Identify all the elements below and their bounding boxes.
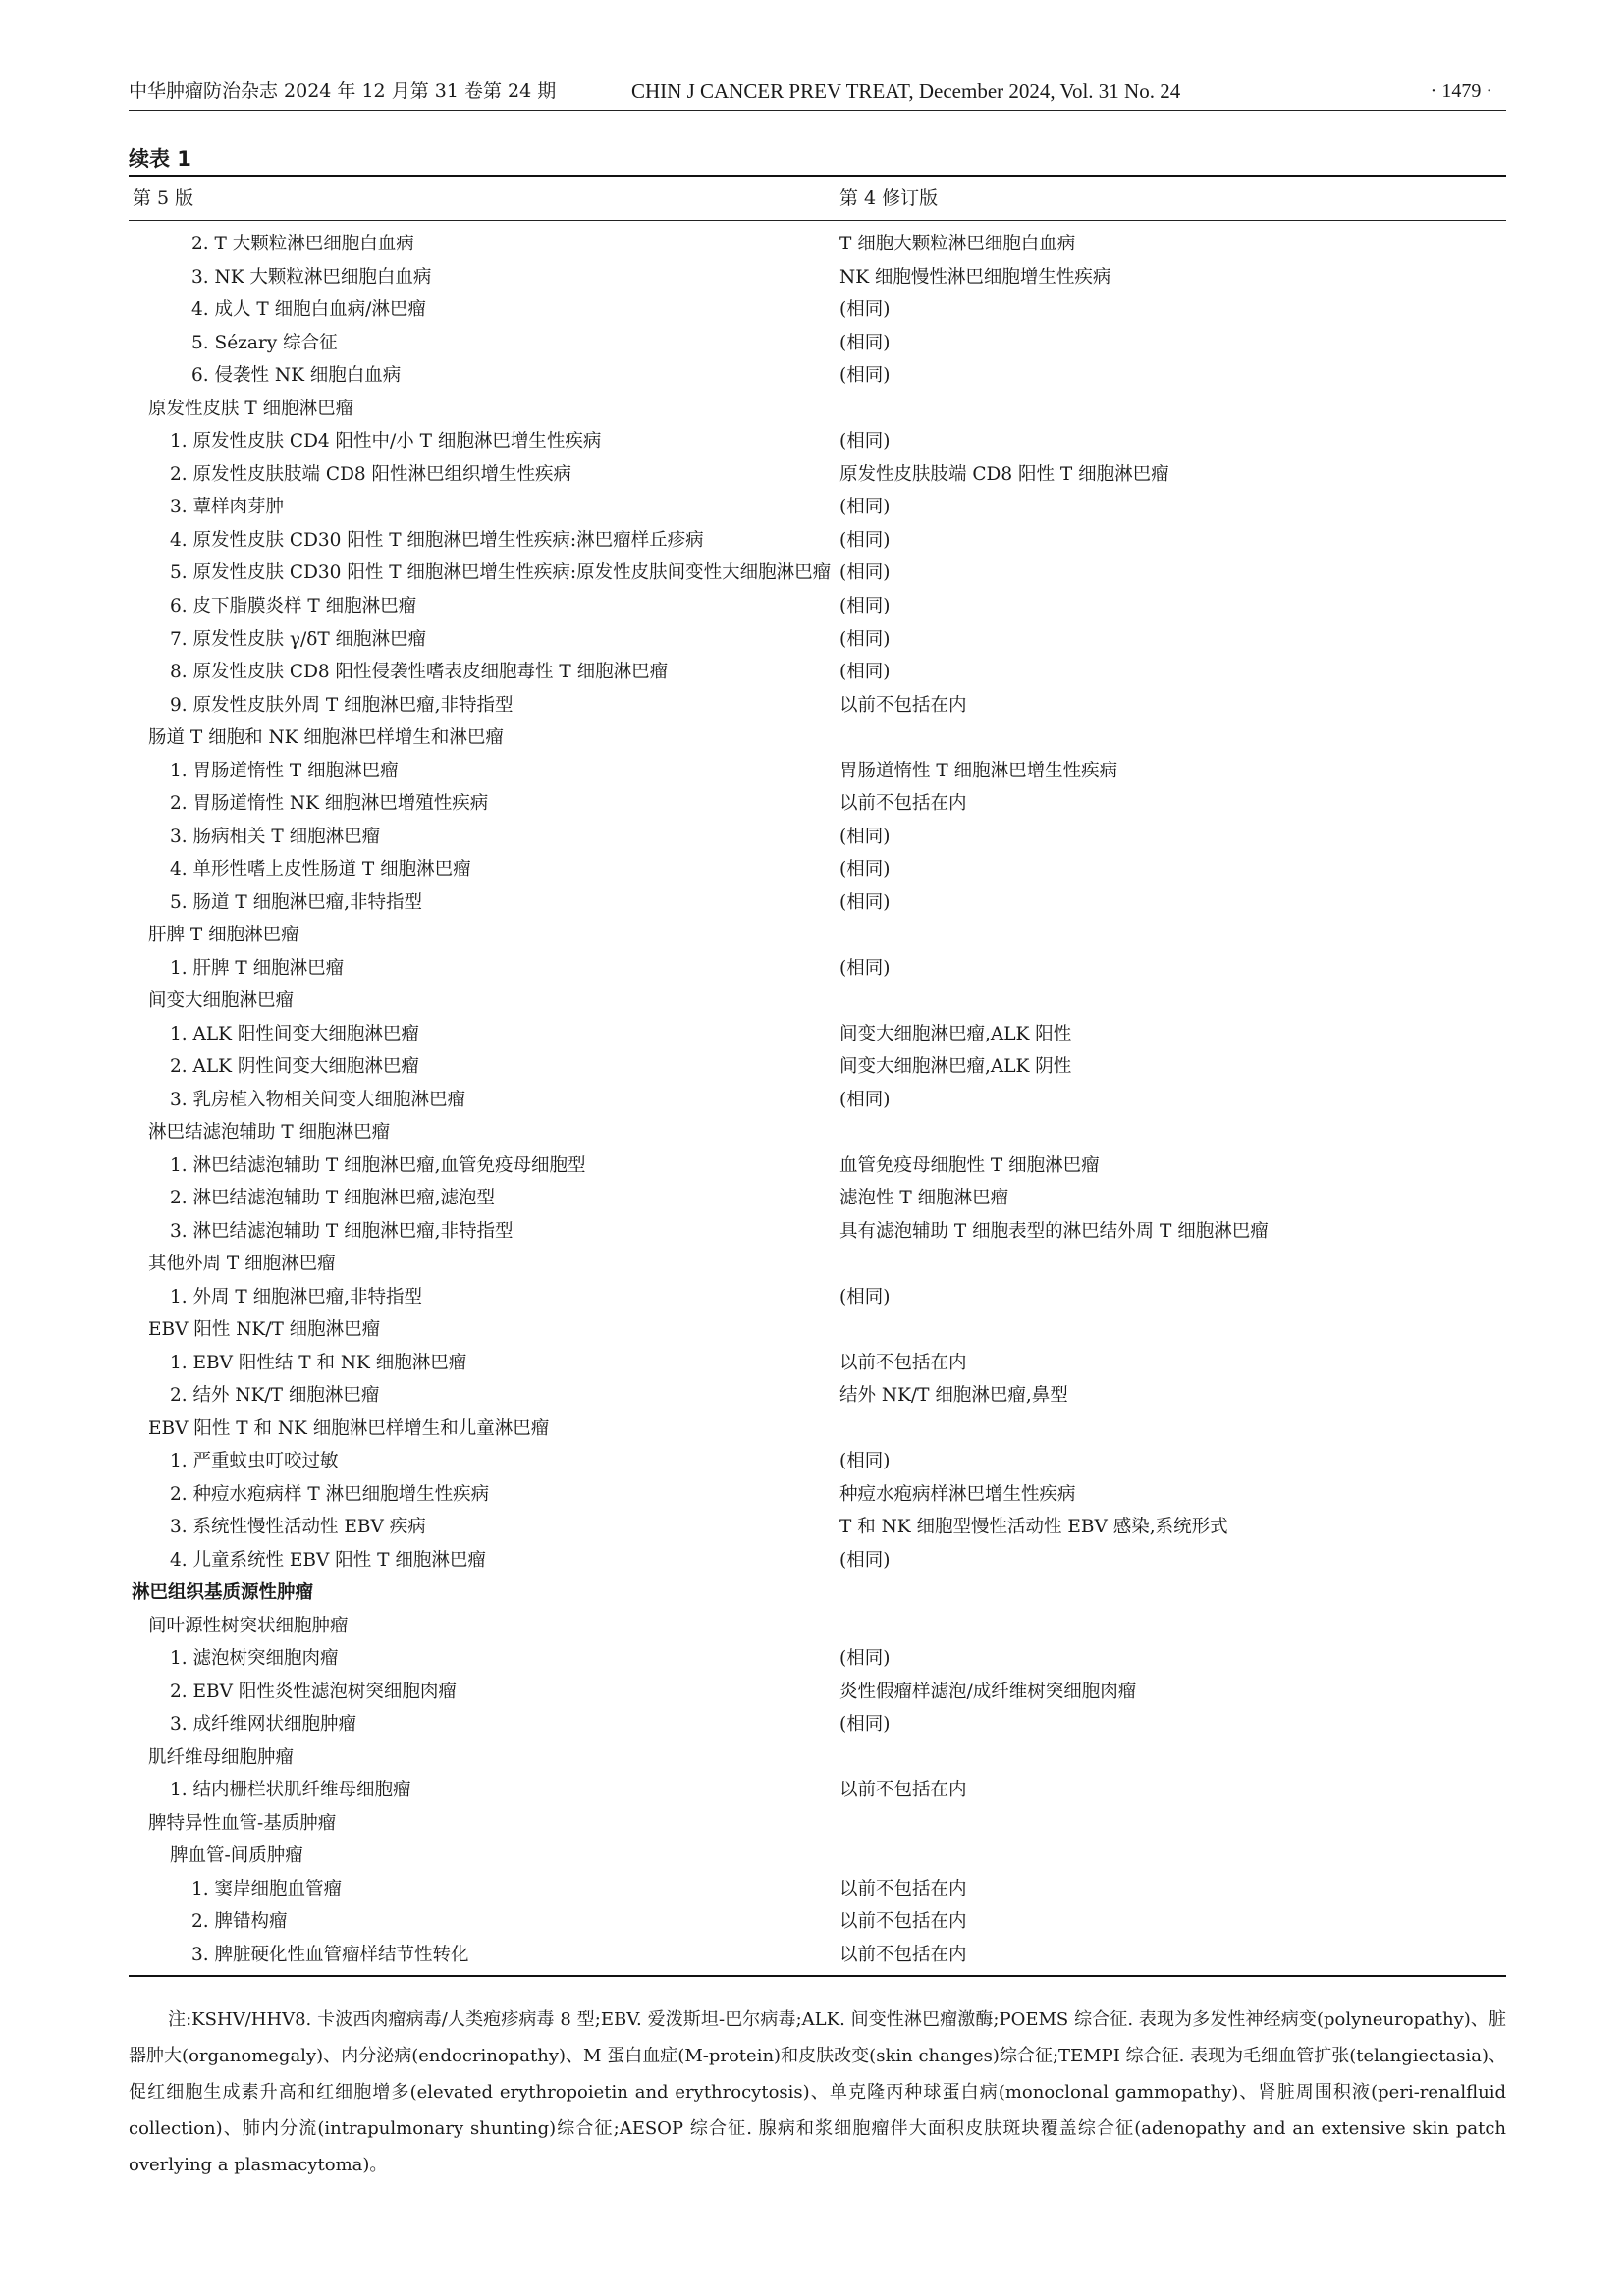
cell-4th-revised: (相同): [839, 529, 891, 551]
cell-5th-edition: 7. 原发性皮肤 γ/δT 细胞淋巴瘤: [170, 628, 427, 650]
table-row: [129, 1807, 1506, 1841]
cell-4th-revised: (相同): [839, 662, 891, 682]
cell-5th-edition: 肠道 T 细胞和 NK 细胞淋巴样增生和淋巴瘤: [148, 727, 504, 748]
cell-4th-revised: 结外 NK/T 细胞淋巴瘤,鼻型: [839, 1385, 1068, 1406]
cell-5th-edition: 1. EBV 阳性结 T 和 NK 细胞淋巴瘤: [170, 1352, 467, 1373]
table-row: [129, 1313, 1506, 1347]
cell-5th-edition: 1. 肝脾 T 细胞淋巴瘤: [170, 957, 345, 979]
table-row: [129, 787, 1506, 821]
cell-4th-revised: (相同): [839, 1286, 891, 1308]
cell-4th-revised: 以前不包括在内: [839, 1878, 967, 1899]
cell-4th-revised: (相同): [839, 1648, 891, 1669]
cell-4th-revised: 具有滤泡辅助 T 细胞表型的淋巴结外周 T 细胞淋巴瘤: [839, 1220, 1269, 1242]
cell-4th-revised: 间变大细胞淋巴瘤,ALK 阳性: [839, 1023, 1072, 1044]
cell-5th-edition: 1. 窦岸细胞血管瘤: [191, 1878, 343, 1899]
cell-4th-revised: (相同): [839, 826, 891, 847]
table-row: [129, 689, 1506, 722]
cell-4th-revised: (相同): [839, 957, 891, 979]
table-caption: 续表 1: [129, 147, 191, 171]
cell-5th-edition: 2. ALK 阴性间变大细胞淋巴瘤: [170, 1056, 419, 1077]
table-row: [129, 1379, 1506, 1413]
table-row: [129, 623, 1506, 657]
cell-4th-revised: (相同): [839, 1549, 891, 1571]
cell-4th-revised: (相同): [839, 1089, 891, 1110]
cell-4th-revised: (相同): [839, 332, 891, 353]
cell-4th-revised: 以前不包括在内: [839, 1944, 967, 1965]
cell-5th-edition: 2. 原发性皮肤肢端 CD8 阳性淋巴组织增生性疾病: [170, 463, 572, 485]
table-row: [129, 1084, 1506, 1117]
cell-5th-edition: 2. EBV 阳性炎性滤泡树突细胞肉瘤: [170, 1681, 457, 1702]
table-row: [129, 1708, 1506, 1741]
table-row: [129, 1248, 1506, 1281]
cell-5th-edition: 脾血管-间质肿瘤: [170, 1845, 303, 1866]
cell-5th-edition: 1. 外周 T 细胞淋巴瘤,非特指型: [170, 1286, 423, 1308]
cell-5th-edition: 9. 原发性皮肤外周 T 细胞淋巴瘤,非特指型: [170, 694, 514, 716]
cell-4th-revised: (相同): [839, 1714, 891, 1735]
cell-4th-revised: 滤泡性 T 细胞淋巴瘤: [839, 1188, 1009, 1208]
running-header: [129, 77, 1506, 111]
cell-5th-edition: 4. 单形性嗜上皮性肠道 T 细胞淋巴瘤: [170, 859, 471, 880]
cell-5th-edition: 其他外周 T 细胞淋巴瘤: [148, 1254, 336, 1274]
table-row: [129, 1281, 1506, 1314]
table-row: [129, 755, 1506, 788]
cell-4th-revised: (相同): [839, 299, 891, 320]
cell-4th-revised: (相同): [839, 431, 891, 452]
table-row: [129, 393, 1506, 426]
table-row: [129, 1445, 1506, 1478]
table-row: [129, 1050, 1506, 1084]
cell-4th-revised: (相同): [839, 891, 891, 913]
cell-5th-edition: 3. 肠病相关 T 细胞淋巴瘤: [170, 826, 381, 847]
cell-5th-edition: 淋巴组织基质源性肿瘤: [132, 1582, 314, 1603]
cell-5th-edition: 间叶源性树突状细胞肿瘤: [148, 1615, 349, 1636]
cell-4th-revised: (相同): [839, 365, 891, 386]
cell-5th-edition: 8. 原发性皮肤 CD8 阳性侵袭性嗜表皮细胞毒性 T 细胞淋巴瘤: [170, 662, 669, 682]
cell-5th-edition: 3. NK 大颗粒淋巴细胞白血病: [191, 266, 432, 288]
table-row: [129, 853, 1506, 886]
table-row: [129, 1182, 1506, 1215]
table-row: [129, 1511, 1506, 1544]
cell-5th-edition: 2. 胃肠道惰性 NK 细胞淋巴增殖性疾病: [170, 793, 489, 814]
cell-5th-edition: 4. 儿童系统性 EBV 阳性 T 细胞淋巴瘤: [170, 1549, 486, 1571]
cell-5th-edition: 3. 脾脏硬化性血管瘤样结节性转化: [191, 1944, 469, 1965]
table-row: [129, 1116, 1506, 1149]
table-row: [129, 590, 1506, 623]
cell-5th-edition: 肌纤维母细胞肿瘤: [148, 1746, 295, 1768]
cell-5th-edition: 2. T 大颗粒淋巴细胞白血病: [191, 234, 414, 254]
table-row: [129, 1939, 1506, 1972]
cell-5th-edition: 5. 肠道 T 细胞淋巴瘤,非特指型: [170, 891, 423, 913]
cell-5th-edition: 1. 胃肠道惰性 T 细胞淋巴瘤: [170, 760, 399, 781]
cell-5th-edition: 间变大细胞淋巴瘤: [148, 990, 295, 1011]
table-row: [129, 1149, 1506, 1183]
cell-5th-edition: 5. 原发性皮肤 CD30 阳性 T 细胞淋巴增生性疾病:原发性皮肤间变性大细胞淋巴瘤: [170, 562, 832, 583]
cell-4th-revised: 胃肠道惰性 T 细胞淋巴增生性疾病: [839, 760, 1118, 781]
cell-4th-revised: (相同): [839, 562, 891, 583]
table-row: [129, 1018, 1506, 1051]
table-row: [129, 1905, 1506, 1939]
page-number: · 1479 ·: [1430, 80, 1492, 102]
cell-4th-revised: 炎性假瘤样滤泡/成纤维树突细胞肉瘤: [839, 1681, 1137, 1702]
cell-5th-edition: EBV 阳性 NK/T 细胞淋巴瘤: [148, 1319, 381, 1340]
cell-4th-revised: (相同): [839, 596, 891, 616]
cell-4th-revised: 以前不包括在内: [839, 1352, 967, 1373]
cell-5th-edition: 2. 脾错构瘤: [191, 1911, 288, 1932]
cell-4th-revised: 以前不包括在内: [839, 1911, 967, 1932]
table-row: [129, 1676, 1506, 1709]
table-row: [129, 1347, 1506, 1380]
cell-5th-edition: 3. 蕈样肉芽肿: [170, 497, 285, 517]
cell-4th-revised: 间变大细胞淋巴瘤,ALK 阴性: [839, 1056, 1072, 1077]
classification-table: [129, 175, 1506, 1977]
table-row: [129, 524, 1506, 558]
table-row: [129, 821, 1506, 854]
cell-4th-revised: (相同): [839, 628, 891, 650]
table-row: [129, 985, 1506, 1018]
cell-4th-revised: 以前不包括在内: [839, 694, 967, 716]
cell-5th-edition: 3. 系统性慢性活动性 EBV 疾病: [170, 1517, 426, 1537]
column-header-4th-revised: 第 4 修订版: [839, 187, 939, 209]
table-row: [129, 294, 1506, 327]
cell-5th-edition: 4. 成人 T 细胞白血病/淋巴瘤: [191, 299, 426, 320]
table-row: [129, 656, 1506, 689]
table-body: [129, 221, 1506, 1975]
table-row: [129, 327, 1506, 360]
table-row: [129, 952, 1506, 986]
table-row: [129, 1576, 1506, 1610]
table-row: [129, 721, 1506, 755]
cell-5th-edition: 1. ALK 阳性间变大细胞淋巴瘤: [170, 1023, 419, 1044]
cell-5th-edition: 1. 滤泡树突细胞肉瘤: [170, 1648, 339, 1669]
table-row: [129, 1478, 1506, 1512]
table-row: [129, 557, 1506, 590]
cell-5th-edition: 淋巴结滤泡辅助 T 细胞淋巴瘤: [148, 1122, 391, 1143]
cell-4th-revised: 原发性皮肤肢端 CD8 阳性 T 细胞淋巴瘤: [839, 463, 1169, 485]
cell-5th-edition: 6. 皮下脂膜炎样 T 细胞淋巴瘤: [170, 596, 417, 616]
table-footnote: 注:KSHV/HHV8. 卡波西肉瘤病毒/人类疱疹病毒 8 型;EBV. 爱泼斯坦-巴尔病毒;ALK. 间变性淋巴瘤激酶;POEMS 综合征. 表现为多发性神经病变(polyneuropathy)、脏器肿大(organomegaly)、内分泌病(endocrinopathy)、M 蛋白血症(M-protein)和皮肤改变(skin changes)综合征;TEMPI 综合征. 表现为毛细血管扩张(telangiectasia)、促红细胞生成素升高和红细胞增多(elevated erythropoietin and erythrocytosis)、单克隆丙种球蛋白病(monoclonal gammopathy)、肾脏周围积液(peri-renalfluid collection)、肺内分流(intrapulmonary shunting)综合征;AESOP 综合征. 腺病和浆细胞瘤伴大面积皮肤斑块覆盖综合征(adenopathy and an extensive skin patch overlying a plasmacytoma)。: [129, 2009, 1506, 2175]
table-row: [129, 1840, 1506, 1873]
table-row: [129, 261, 1506, 294]
cell-4th-revised: 种痘水疱病样淋巴增生性疾病: [839, 1483, 1076, 1505]
table-row: [129, 1642, 1506, 1676]
cell-5th-edition: 原发性皮肤 T 细胞淋巴瘤: [148, 398, 354, 419]
table-row: [129, 1873, 1506, 1906]
table-row: [129, 919, 1506, 952]
table-row: [129, 228, 1506, 261]
cell-4th-revised: T 和 NK 细胞型慢性活动性 EBV 感染,系统形式: [839, 1517, 1228, 1537]
cell-5th-edition: 1. 结内栅栏状肌纤维母细胞瘤: [170, 1780, 411, 1800]
cell-4th-revised: 血管免疫母细胞性 T 细胞淋巴瘤: [839, 1154, 1100, 1176]
cell-5th-edition: 3. 淋巴结滤泡辅助 T 细胞淋巴瘤,非特指型: [170, 1220, 514, 1242]
table-row: [129, 359, 1506, 393]
cell-5th-edition: 5. Sézary 综合征: [191, 332, 338, 353]
table-row: [129, 491, 1506, 524]
table-row: [129, 1544, 1506, 1577]
table-bottom-rule: [129, 1975, 1506, 1977]
table-row: [129, 886, 1506, 920]
cell-5th-edition: 1. 淋巴结滤泡辅助 T 细胞淋巴瘤,血管免疫母细胞型: [170, 1154, 586, 1176]
cell-5th-edition: 1. 原发性皮肤 CD4 阳性中/小 T 细胞淋巴增生性疾病: [170, 431, 602, 452]
journal-header-center: CHIN J CANCER PREV TREAT, December 2024, Vol. 31 No. 24: [631, 80, 1181, 103]
cell-4th-revised: NK 细胞慢性淋巴细胞增生性疾病: [839, 266, 1111, 288]
journal-header-left: 中华肿瘤防治杂志 2024 年 12 月第 31 卷第 24 期: [129, 80, 557, 102]
cell-5th-edition: 3. 乳房植入物相关间变大细胞淋巴瘤: [170, 1089, 466, 1110]
table-row: [129, 458, 1506, 492]
cell-5th-edition: 2. 结外 NK/T 细胞淋巴瘤: [170, 1385, 380, 1406]
cell-4th-revised: 以前不包括在内: [839, 793, 967, 814]
table-row: [129, 425, 1506, 458]
cell-5th-edition: 3. 成纤维网状细胞肿瘤: [170, 1714, 357, 1735]
column-header-5th-edition: 第 5 版: [133, 187, 194, 209]
table-header: [129, 177, 1506, 220]
cell-4th-revised: T 细胞大颗粒淋巴细胞白血病: [839, 234, 1076, 254]
cell-5th-edition: EBV 阳性 T 和 NK 细胞淋巴样增生和儿童淋巴瘤: [148, 1417, 550, 1439]
cell-5th-edition: 肝脾 T 细胞淋巴瘤: [148, 925, 299, 945]
table-row: [129, 1741, 1506, 1775]
table-row: [129, 1774, 1506, 1807]
table-row: [129, 1413, 1506, 1446]
table-row: [129, 1215, 1506, 1249]
cell-5th-edition: 1. 严重蚊虫叮咬过敏: [170, 1451, 339, 1471]
cell-5th-edition: 4. 原发性皮肤 CD30 阳性 T 细胞淋巴增生性疾病:淋巴瘤样丘疹病: [170, 529, 704, 551]
table-row: [129, 1610, 1506, 1643]
cell-5th-edition: 脾特异性血管-基质肿瘤: [148, 1812, 337, 1834]
cell-4th-revised: (相同): [839, 497, 891, 517]
cell-4th-revised: 以前不包括在内: [839, 1780, 967, 1800]
cell-4th-revised: (相同): [839, 859, 891, 880]
cell-4th-revised: (相同): [839, 1451, 891, 1471]
cell-5th-edition: 2. 淋巴结滤泡辅助 T 细胞淋巴瘤,滤泡型: [170, 1188, 496, 1208]
cell-5th-edition: 2. 种痘水疱病样 T 淋巴细胞增生性疾病: [170, 1483, 490, 1505]
cell-5th-edition: 6. 侵袭性 NK 细胞白血病: [191, 365, 402, 386]
